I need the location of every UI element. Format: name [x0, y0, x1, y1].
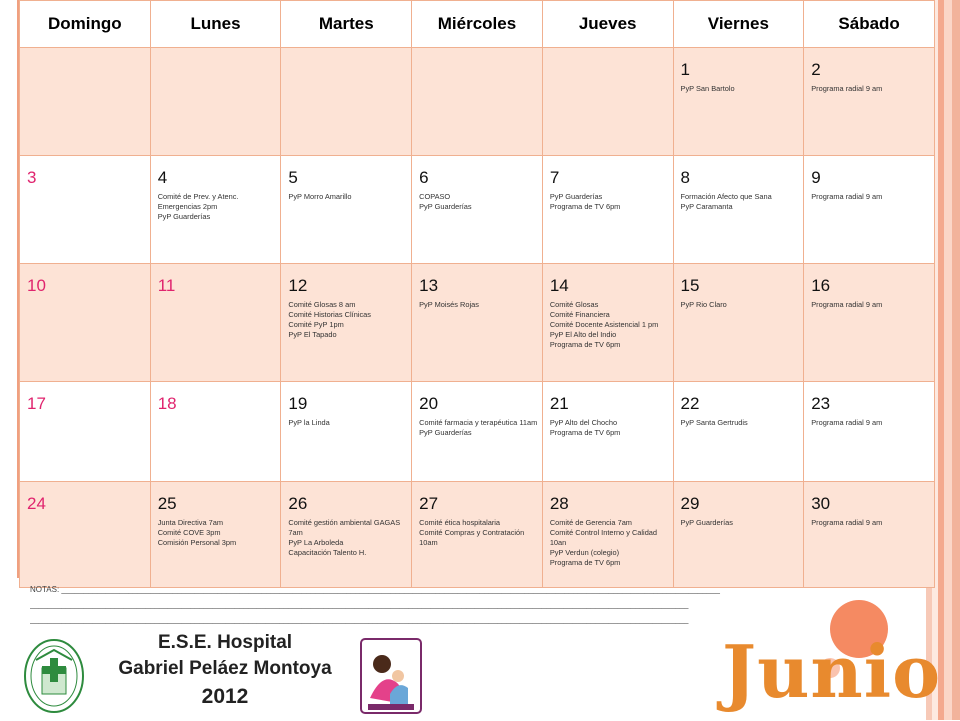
- day-number: 13: [419, 276, 439, 295]
- day-cell[interactable]: [412, 48, 543, 156]
- day-cell[interactable]: [804, 48, 935, 156]
- day-cell[interactable]: [281, 382, 412, 482]
- day-number: 1: [680, 60, 690, 79]
- day-number: 10: [27, 276, 46, 295]
- notes-section: [30, 582, 850, 627]
- weekday-header: Domingo: [20, 1, 151, 48]
- day-events: PyP Guarderías: [680, 518, 733, 527]
- day-cell[interactable]: [673, 264, 804, 382]
- day-number: 28: [549, 494, 569, 513]
- week-row: [20, 482, 935, 588]
- day-number: 20: [419, 394, 439, 413]
- day-events: Comité ética hospitalaria Comité Compras y Contratación 10am: [419, 518, 525, 547]
- hospital-name: [100, 630, 350, 712]
- day-number: 6: [419, 168, 429, 187]
- day-cell[interactable]: [804, 482, 935, 588]
- hospital-logo: [22, 638, 86, 716]
- day-number: 7: [549, 168, 560, 187]
- day-cell[interactable]: [804, 264, 935, 382]
- day-events: Comité de Prev. y Atenc. Emergencias 2pm PyP Guarderías: [157, 192, 239, 221]
- day-number: 17: [27, 394, 46, 413]
- week-row: [20, 264, 935, 382]
- weekday-header: Martes: [281, 1, 412, 48]
- day-cell[interactable]: [673, 482, 804, 588]
- hospital-year: 2012: [201, 685, 249, 708]
- day-cell[interactable]: [542, 264, 673, 382]
- day-cell[interactable]: [150, 156, 281, 264]
- day-cell[interactable]: [412, 482, 543, 588]
- day-number: 5: [288, 168, 298, 187]
- day-events: Comité de Gerencia 7am Comité Control Interno y Calidad 10an PyP Verdun (colegio) Programa de TV 6pm: [549, 518, 658, 567]
- day-events: PyP Rio Claro: [680, 300, 727, 309]
- day-number: 23: [811, 394, 831, 413]
- day-number: 24: [27, 494, 46, 513]
- afecto-que-sana-logo: [360, 638, 422, 714]
- weekday-header: Miércoles: [412, 1, 543, 48]
- day-number: 21: [549, 394, 569, 413]
- week-row: [20, 382, 935, 482]
- day-events: PyP Guarderías Programa de TV 6pm: [549, 192, 621, 211]
- weekday-header: Jueves: [542, 1, 673, 48]
- hospital-line-1: E.S.E. Hospital: [157, 632, 293, 653]
- day-events: COPASO PyP Guarderías: [419, 192, 472, 211]
- day-number: 29: [680, 494, 700, 513]
- weekday-header: Sábado: [804, 1, 935, 48]
- day-events: Formación Afecto que Sana PyP Caramanta: [680, 192, 772, 211]
- day-number: 3: [27, 168, 37, 187]
- day-events: Comité Glosas 8 am Comité Historias Clínicas Comité PyP 1pm PyP El Tapado: [288, 300, 371, 339]
- day-cell[interactable]: [20, 482, 151, 588]
- day-cell[interactable]: [804, 156, 935, 264]
- day-events: Junta Directiva 7am Comité COVE 3pm Comisión Personal 3pm: [157, 518, 237, 547]
- day-cell[interactable]: [20, 48, 151, 156]
- day-cell[interactable]: [150, 382, 281, 482]
- day-cell[interactable]: [542, 48, 673, 156]
- day-cell[interactable]: [20, 382, 151, 482]
- day-number: 2: [811, 60, 821, 79]
- day-cell[interactable]: [412, 156, 543, 264]
- calendar: [19, 0, 935, 588]
- day-cell[interactable]: [281, 482, 412, 588]
- calendar-table: [19, 0, 935, 588]
- day-number: 9: [811, 168, 821, 187]
- day-events: Programa radial 9 am: [811, 300, 883, 309]
- day-cell[interactable]: [412, 264, 543, 382]
- day-number: 25: [157, 494, 177, 513]
- weekday-header: Viernes: [673, 1, 804, 48]
- day-events: Programa radial 9 am: [811, 84, 883, 93]
- day-events: Comité gestión ambiental GAGAS 7am PyP La Arboleda Capacitación Talento H.: [288, 518, 401, 557]
- day-number: 27: [419, 494, 439, 513]
- day-events: Comité Glosas Comité Financiera Comité Docente Asistencial 1 pm PyP El Alto del Indio Programa de TV 6pm: [549, 300, 659, 349]
- day-number: 22: [680, 394, 700, 413]
- day-cell[interactable]: [281, 156, 412, 264]
- day-number: 15: [680, 276, 700, 295]
- day-cell[interactable]: [150, 264, 281, 382]
- notes-line-3: ____________________________________________________________________________________________________________________________________________________: [30, 615, 689, 624]
- day-cell[interactable]: [281, 48, 412, 156]
- day-number: 30: [811, 494, 831, 513]
- day-events: PyP Morro Amarillo: [288, 192, 352, 201]
- weekday-header: Lunes: [150, 1, 281, 48]
- day-events: Programa radial 9 am: [811, 518, 883, 527]
- month-title: Junio: [722, 629, 942, 714]
- day-cell[interactable]: [20, 264, 151, 382]
- day-events: PyP Moisés Rojas: [419, 300, 479, 309]
- day-number: 4: [157, 168, 168, 187]
- day-cell[interactable]: [412, 382, 543, 482]
- hospital-line-2: Gabriel Peláez Montoya: [118, 658, 332, 679]
- day-cell[interactable]: [804, 382, 935, 482]
- notes-label: NOTAS:: [30, 585, 60, 594]
- day-number: 8: [680, 168, 690, 187]
- day-events: Comité farmacia y terapéutica 11am PyP Guarderías: [419, 418, 538, 437]
- day-number: 12: [288, 276, 308, 295]
- day-cell[interactable]: [150, 48, 281, 156]
- day-number: 19: [288, 394, 308, 413]
- day-events: PyP la Linda: [288, 418, 330, 427]
- week-row: [20, 48, 935, 156]
- day-number: 14: [549, 276, 569, 295]
- day-events: Programa radial 9 am: [811, 418, 883, 427]
- notes-line-1: NOTAS: ____________________________________________________________________________________________________________________________________________________: [30, 585, 720, 594]
- day-cell[interactable]: [542, 156, 673, 264]
- day-events: PyP Santa Gertrudis: [680, 418, 748, 427]
- day-number: 18: [157, 394, 177, 413]
- day-events: PyP Alto del Chocho Programa de TV 6pm: [549, 418, 621, 437]
- day-number: 26: [288, 494, 308, 513]
- day-cell[interactable]: [150, 482, 281, 588]
- weekday-header-row: [20, 1, 935, 48]
- week-row: [20, 156, 935, 264]
- notes-line-2: ____________________________________________________________________________________________________________________________________________________: [30, 600, 689, 609]
- day-cell[interactable]: [542, 382, 673, 482]
- day-cell[interactable]: [20, 156, 151, 264]
- day-events: Programa radial 9 am: [811, 192, 883, 201]
- day-cell[interactable]: [673, 382, 804, 482]
- day-number: 16: [811, 276, 831, 295]
- day-events: PyP San Bartolo: [680, 84, 735, 93]
- day-number: 11: [157, 276, 176, 295]
- day-cell[interactable]: [542, 482, 673, 588]
- day-cell[interactable]: [673, 156, 804, 264]
- day-cell[interactable]: [673, 48, 804, 156]
- day-cell[interactable]: [281, 264, 412, 382]
